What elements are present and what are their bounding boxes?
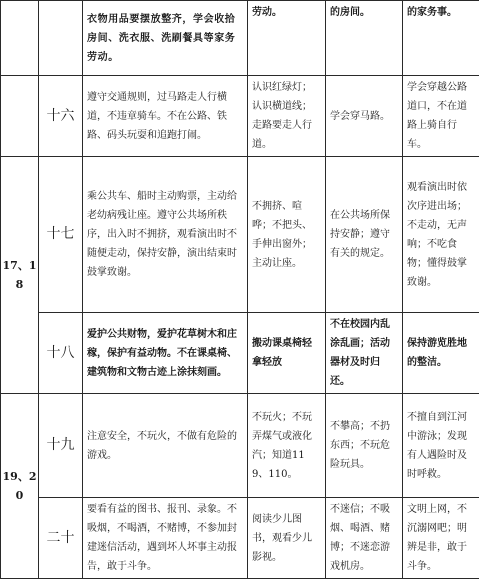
table-row — [1, 313, 479, 394]
level-3-cell: 文明上网，不沉溺网吧；明辨是非，敢于斗争。 — [403, 498, 479, 579]
grade-cell: 19、20 — [1, 394, 39, 579]
item-number: 十九 — [39, 394, 83, 498]
item-number: 十七 — [39, 157, 83, 313]
requirement-cell: 爱护公共财物，爱护花草树木和庄稼，保护有益动物。不在课桌椅、建筑物和文物古迹上涂抹刻画。 — [83, 313, 248, 394]
level-3-cell: 的家务事。 — [403, 1, 479, 76]
level-1-cell: 不拥挤、喧哗；不把头、手伸出窗外；主动让座。 — [248, 157, 326, 313]
item-number: 二十 — [39, 498, 83, 579]
requirement-cell: 遵守交通规则，过马路走人行横道，不违章骑车。不在公路、铁路、码头玩耍和追跑打闹。 — [83, 76, 248, 157]
table-row — [1, 498, 479, 579]
table-row — [1, 394, 479, 498]
table-row — [1, 1, 479, 76]
grade-cell: 17、18 — [1, 157, 39, 394]
table-row — [1, 157, 479, 313]
level-2-cell: 学会穿马路。 — [326, 76, 403, 157]
level-2-cell: 不迷信；不吸烟、喝酒、赌博；不迷恋游戏机房。 — [326, 498, 403, 579]
level-3-cell: 不擅自到江河中游泳；发现有人遇险时及时呼救。 — [403, 394, 479, 498]
item-number: 十六 — [39, 76, 83, 157]
requirement-cell: 乘公共车、船时主动购票，主动给老幼病残让座。遵守公共场所秩序，出入时不拥挤，观看演出时不随便走动，保持安静，演出结束时鼓掌致谢。 — [83, 157, 248, 313]
level-2-cell: 的房间。 — [326, 1, 403, 76]
level-1-cell: 搬动课桌椅轻拿轻放 — [248, 313, 326, 394]
level-1-cell: 劳动。 — [248, 1, 326, 76]
table-row — [1, 76, 479, 157]
item-number — [39, 1, 83, 76]
requirement-cell: 注意安全，不玩火，不做有危险的游戏。 — [83, 394, 248, 498]
requirement-cell: 衣物用品要摆放整齐，学会收拾房间、洗衣服、洗刷餐具等家务劳动。 — [83, 1, 248, 76]
level-2-cell: 不在校园内乱涂乱画；活动器材及时归还。 — [326, 313, 403, 394]
grade-cell — [1, 1, 39, 76]
level-3-cell: 保持游览胜地的整洁。 — [403, 313, 479, 394]
level-1-cell: 阅读少儿图书，观看少儿影视。 — [248, 498, 326, 579]
grade-cell — [1, 76, 39, 157]
level-2-cell: 不攀高；不扔东西；不玩危险玩具。 — [326, 394, 403, 498]
level-2-cell: 在公共场所保持安静；遵守有关的规定。 — [326, 157, 403, 313]
level-3-cell: 观看演出时依次序进出场；不走动，无声响；不吃食物；懂得鼓掌致谢。 — [403, 157, 479, 313]
level-1-cell: 不玩火；不玩弄煤气或液化汽；知道119、110。 — [248, 394, 326, 498]
item-number: 十八 — [39, 313, 83, 394]
requirement-cell: 要看有益的图书、报刊、录象。不吸烟，不喝酒，不赌博，不参加封建迷信活动，遇到坏人坏事主动报告，敢于斗争。 — [83, 498, 248, 579]
level-3-cell: 学会穿越公路道口，不在道路上骑自行车。 — [403, 76, 479, 157]
level-1-cell: 认识红绿灯；认识横道线；走路要走人行道。 — [248, 76, 326, 157]
